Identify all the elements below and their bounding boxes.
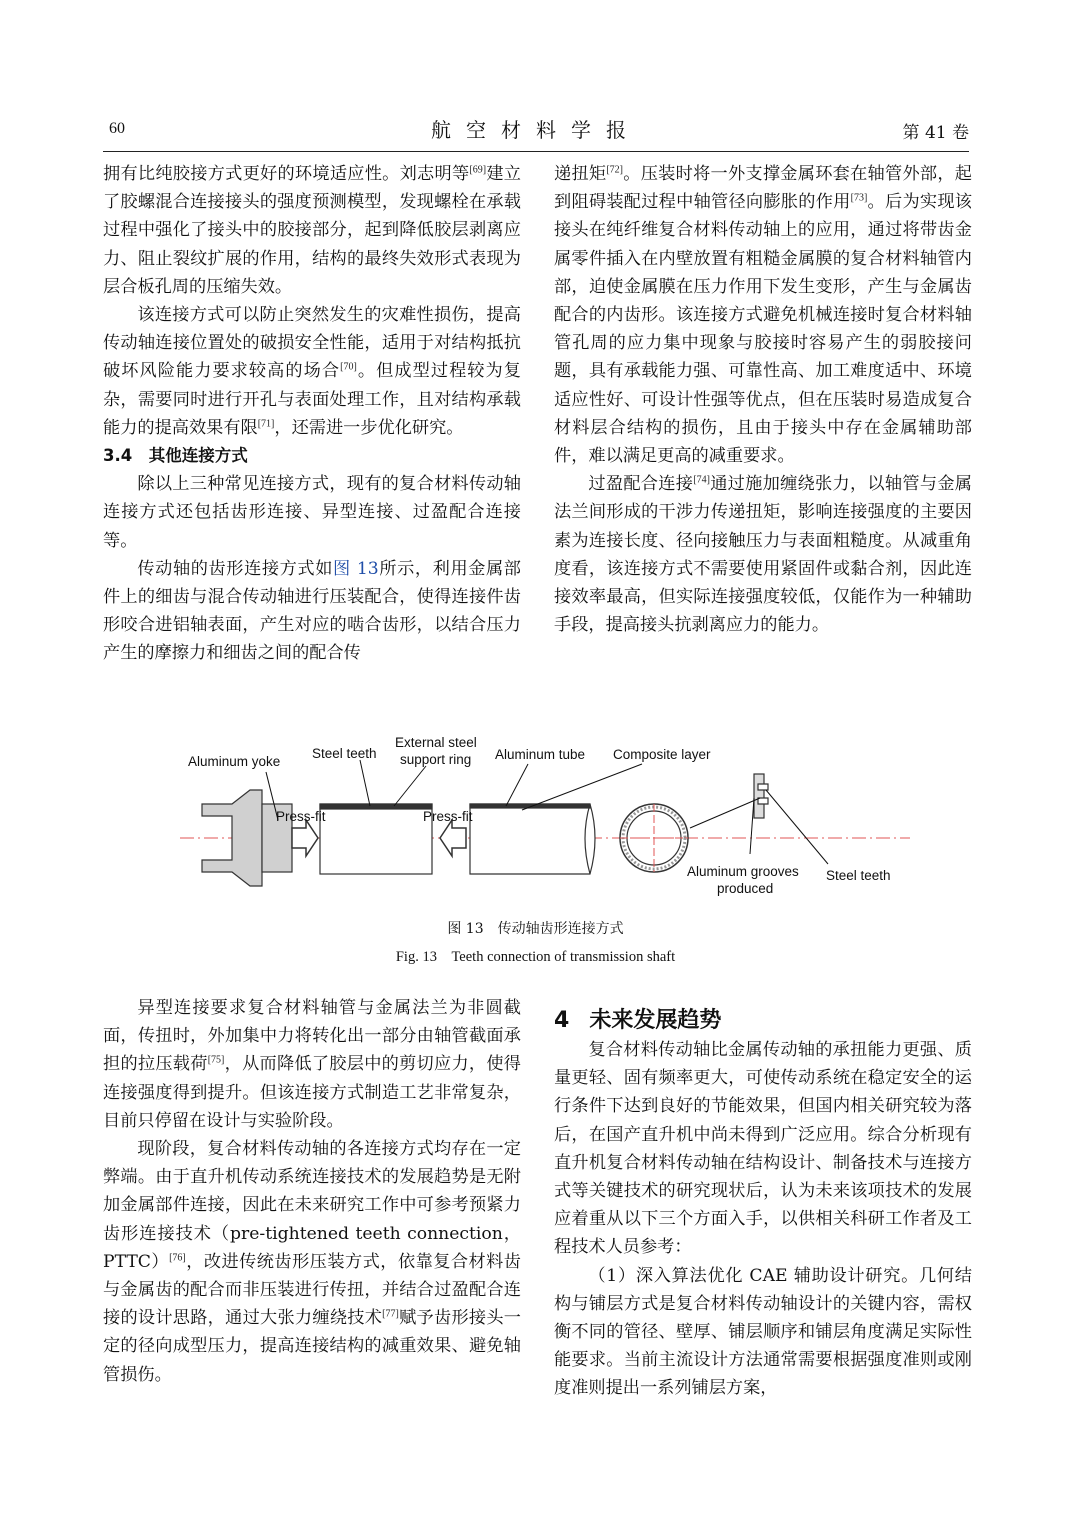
citation[interactable]: [69] [469,164,487,176]
citation[interactable]: [72] [606,164,624,176]
label-press-fit-2: Press-fit [423,809,473,824]
right-column-top [554,160,972,639]
paragraph: 拥有比纯胶接方式更好的环境适应性。刘志明等[69]建立了胶螺混合连接接头的强度预测模型，发现螺栓在承载过程中强化了接头中的胶接部分，起到降低胶层剥离应力、阻止裂纹扩展的作用，结构的最终失效形式表现为层合板孔周的压缩失效。 [103,164,521,297]
figure-caption-en: Fig. 13 Teeth connection of transmission shaft [395,949,676,965]
label-external-ring-2: support ring [400,752,472,767]
citation[interactable]: [75] [207,1054,225,1066]
paragraph: 过盈配合连接[74]通过施加缠绕张力，以轴管与金属法兰间形成的干涉力传递扭矩，影响连接强度的主要因素为连接长度、径向接触压力与表面粗糙度。从减重角度看，该连接方式不需要使用紧固件或黏合剂，因此连接效率最高，但实际连接强度较低，仅能作为一种辅助手段，提高接头抗剥离应力的能力。 [554,474,972,636]
figure-13 [170,728,910,908]
paragraph: 复合材料传动轴比金属传动轴的承扭能力更强、质量更轻、固有频率更大，可使传动系统在稳定安全的运行条件下达到良好的节能效果，但国内相关研究较为落后，在国产直升机中尚未得到广泛应用。综合分析现有直升机复合材料传动轴在结构设计、制备技术与连接方式等关键技术的研究现状后，认为未来该项技术的发展应着重从以下三个方面入手，以供相关科研工作者及工程技术人员参考： [554,1040,972,1258]
label-aluminum-tube: Aluminum tube [495,747,586,762]
label-steel-teeth-2: Steel teeth [826,868,891,883]
press-fit-arrow-1 [292,820,318,856]
journal-title: 航空材料学报 [431,118,641,142]
steel-teeth-tube [320,804,432,874]
citation[interactable]: [71] [257,418,275,430]
page-header [103,112,969,152]
section-heading: 3.4 其他连接方式 [103,446,248,466]
label-composite-layer: Composite layer [613,747,711,762]
label-grooves-2: produced [717,881,774,896]
volume-label: 第 41 卷 [902,123,969,143]
paragraph: 传动轴的齿形连接方式如图 13所示，利用金属部件上的细齿与混合传动轴进行压装配合，使得连接件齿形咬合进铝轴表面，产生对应的啮合齿形，以结合压力产生的摩擦力和细齿之间的配合传 [103,558,521,664]
paragraph: 除以上三种常见连接方式，现有的复合材料传动轴连接方式还包括齿形连接、异型连接、过盈配合连接等。 [103,474,521,551]
aluminum-tube-shape [470,804,595,874]
right-column-bottom [554,1006,972,1403]
figure-caption-cn: 图 13 传动轴齿形连接方式 [447,921,624,937]
citation[interactable]: [74] [693,474,710,486]
steel-teeth-detail [754,774,768,818]
paragraph: 异型连接要求复合材料轴管与金属法兰为非圆截面，传扭时，外加集中力将转化出一部分由轴管截面承担的拉压载荷[75]，从而降低了胶层中的剪切应力，使得连接强度得到提升。但该连接方式制造工艺非常复杂，目前只停留在设计与实验阶段。 [103,998,521,1131]
left-column-top [103,160,521,668]
left-column-bottom [103,994,521,1389]
figure-link[interactable]: 图 13 [333,558,379,579]
paragraph: 递扭矩[72]。压装时将一外支撑金属环套在轴管外部，起到阻碍装配过程中轴管径向膨胀的作用[73]。后为实现该接头在纯纤维复合材料传动轴上的应用，通过将带齿金属零件插入在内壁放置有粗糙金属膜的复合材料轴管内部，迫使金属膜在压力作用下发生变形，产生与金属齿配合的内齿形。该连接方式避免机械连接时复合材料轴管孔周的应力集中现象与胶接时容易产生的弱胶接问题，具有承载能力强、可靠性高、加工难度适中、环境适应性好、可设计性强等优点，但在压装时易造成复合材料层合结构的损伤，且由于接头中存在金属辅助部件，难以满足更高的减重要求。 [554,164,972,467]
paragraph: 该连接方式可以防止突然发生的灾难性损伤，提高传动轴连接位置处的破损安全性能，适用于对结构抵抗破坏风险能力要求较高的场合[70]。但成型过程较为复杂，需要同时进行开孔与表面处理工作，且对结构承载能力的提高效果有限[71]，还需进一步优化研究。 [103,305,521,438]
label-external-ring-1: External steel [395,735,477,750]
citation[interactable]: [73] [850,192,868,204]
page-number: 60 [109,120,125,137]
label-steel-teeth: Steel teeth [312,746,377,761]
citation[interactable]: [77] [382,1308,399,1320]
press-fit-arrow-2 [440,820,466,856]
label-press-fit-1: Press-fit [276,809,326,824]
paragraph: （1）深入算法优化 CAE 辅助设计研究。几何结构与铺层方式是复合材料传动轴设计的关键内容，需权衡不同的管径、壁厚、铺层顺序和铺层角度满足实际性能要求。当前主流设计方法通常需要根据强度准则或刚度准则提出一系列铺层方案， [554,1265,972,1399]
label-grooves-1: Aluminum grooves [687,864,799,879]
section-heading-4: 4 未来发展趋势 [554,1008,722,1033]
label-aluminum-yoke: Aluminum yoke [188,754,281,769]
paragraph: 现阶段，复合材料传动轴的各连接方式均存在一定弊端。由于直升机传动系统连接技术的发展趋势是无附加金属部件连接，因此在未来研究工作中可参考预紧力齿形连接技术（pre-tightened teeth connection，PTTC）[76]，改进传统齿形压装方式，依靠复合材料齿与金属齿的配合而非压装进行传扭，并结合过盈配合连接的设计思路，通过大张力缠绕技术[77]赋予齿形接头一定的径向成型压力，提高连接结构的减重效果、避免轴管损伤。 [103,1139,521,1385]
citation[interactable]: [70] [340,361,357,373]
citation[interactable]: [76] [169,1252,186,1264]
